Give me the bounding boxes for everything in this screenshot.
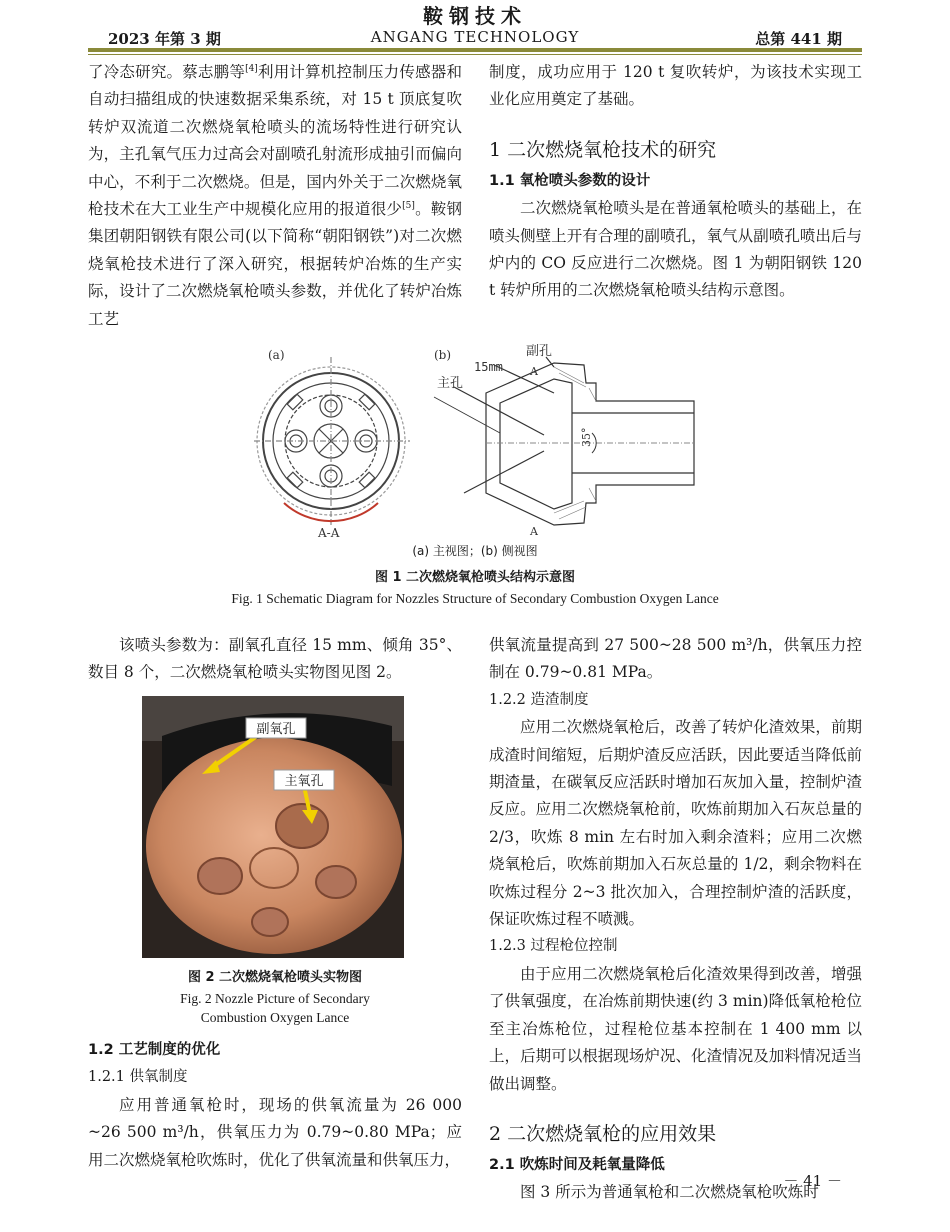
fig2-sub-hole-label: 副氧孔 (256, 722, 296, 737)
figure-2-caption-en: Fig. 2 Nozzle Picture of Secondary Combustion Oxygen Lance (180, 991, 370, 1025)
figure-1-subcaption: (a) 主视图；(b) 侧视图 (412, 544, 538, 558)
figure-1-caption-cn: 图 1 二次燃烧氧枪喷头结构示意图 (374, 570, 576, 585)
right-column-top (489, 59, 862, 305)
paragraph: 图 3 所示为普通氧枪和二次燃烧氧枪吹炼时 (520, 1183, 819, 1202)
journal-english-name: ANGANG TECHNOLOGY (370, 28, 580, 46)
subsection-heading-1-2: 1.2 工艺制度的优化 (88, 1042, 221, 1058)
page-number: － 41 － (783, 1172, 842, 1190)
left-column-top (88, 59, 462, 333)
header-rule (88, 48, 862, 52)
fig1-label-b: (b) (434, 348, 452, 362)
subsection-heading-1-1: 1.1 氧枪喷头参数的设计 (489, 172, 651, 189)
paragraph: 该喷头参数为：副氧孔直径 15 mm、倾角 35°、数目 8 个，二次燃烧氧枪喷头实物图见图 2。 (88, 636, 462, 682)
figure-2-caption-cn: 图 2 二次燃烧氧枪喷头实物图 (187, 970, 363, 985)
paragraph: 二次燃烧氧枪喷头是在普通氧枪喷头的基础上，在喷头侧壁上开有合理的副喷孔，氧气从副喷孔喷出后与炉内的 CO 反应进行二次燃烧。图 1 为朝阳钢铁 120 t 转炉所用的二次燃烧氧枪喷头结构示意图。 (489, 199, 862, 300)
subsubsection-heading-1-2-1: 1.2.1 供氧制度 (88, 1069, 188, 1086)
paragraph: 供氧流量提高到 27 500~28 500 m³/h，供氧压力控制在 0.79~0.81 MPa。 (489, 636, 862, 682)
fig1-label-a: (a) (268, 348, 285, 362)
figure-1-caption-en: Fig. 1 Schematic Diagram for Nozzles Structure of Secondary Combustion Oxygen Lance (231, 591, 719, 606)
subsubsection-heading-1-2-3: 1.2.3 过程枪位控制 (489, 938, 618, 955)
fig1-angle-35: 35° (580, 427, 593, 447)
left-column-bottom-2 (88, 1037, 462, 1174)
paragraph: 由于应用二次燃烧氧枪后化渣效果得到改善，增强了供氧强度，在冶炼前期快速(约 3 min)降低氧枪枪位至主冶炼枪位，过程枪位基本控制在 1 400 mm 以上，后期可以根据现场炉况、化渣情况及加料情况适当做出调整。 (489, 964, 862, 1093)
figure-1-diagram (254, 343, 699, 541)
fig1-main-hole-label: 主孔 (437, 376, 464, 391)
fig1-section-mark-bottom: A (530, 525, 538, 538)
subsection-heading-2-1: 2.1 吹炼时间及耗氧量降低 (489, 1156, 665, 1173)
nozzle-photo (142, 696, 404, 958)
fig2-main-hole-label: 主氧孔 (284, 774, 324, 789)
citation-4[interactable]: [4] (245, 63, 258, 74)
fig1-section-label: A-A (318, 526, 340, 540)
fig1-section-mark-top: A (530, 365, 538, 378)
paragraph: 应用二次燃烧氧枪后，改善了转炉化渣效果，前期成渣时间缩短，后期炉渣反应活跃，因此要适当降低前期渣量，在碳氧反应活跃时增加石灰加入量，控制炉渣反应。应用二次燃烧氧枪前，吹炼前期加入石灰总量的 2/3，吹炼 8 min 左右时加入剩余渣料；应用二次燃烧氧枪后，吹炼前期加入石灰总量的 1/2，剩余物料在吹炼过程分 2~3 批次加入，合理控制炉渣的活跃度，保证吹炼过程不喷溅。 (489, 718, 862, 929)
total-issue-number: 总第 441 期 (755, 30, 842, 48)
journal-title: 鞍钢技术 (423, 4, 527, 28)
right-column-bottom (489, 632, 862, 1207)
fig1-sub-hole-label: 副孔 (526, 344, 553, 359)
paragraph: 制度，成功应用于 120 t 复吹转炉，为该技术实现工业化应用奠定了基础。 (489, 63, 862, 109)
nozzle-structure-diagram (254, 343, 699, 541)
section-heading-1: 1 二次燃烧氧枪技术的研究 (489, 138, 717, 161)
citation-5[interactable]: [5] (402, 200, 415, 211)
paragraph: 应用普通氧枪时，现场的供氧流量为 26 000 ~26 500 m³/h，供氧压力为 0.79~0.80 MPa；应用二次燃烧氧枪吹炼时，优化了供氧流量和供氧压力， (88, 1095, 462, 1169)
header-rule-thin (88, 54, 862, 55)
subsubsection-heading-1-2-2: 1.2.2 造渣制度 (489, 691, 589, 708)
paragraph: 了冷态研究。蔡志鹏等[4]利用计算机控制压力传感器和自动扫描组成的快速数据采集系统，对 15 t 顶底复吹转炉双流道二次燃烧氧枪喷头的流场特性进行研究认为，主孔氧气压力过高会对副喷孔射流形成抽引而偏向中心，不利于二次燃烧。但是，国内外关于二次燃烧氧枪技术在大工业生产中规模化应用的报道很少[5]。鞍钢集团朝阳钢铁有限公司(以下简称“朝阳钢铁”)对二次燃烧氧枪技术进行了深入研究，根据转炉冶炼的生产实际，设计了二次燃烧氧枪喷头参数，并优化了转炉冶炼工艺 (88, 63, 462, 328)
issue-number: 2023 年第 3 期 (108, 30, 221, 48)
left-column-bottom (88, 632, 462, 687)
figure-2-photo (142, 696, 404, 958)
section-heading-2: 2 二次燃烧氧枪的应用效果 (489, 1122, 717, 1145)
fig1-dimension-15mm: 15mm (474, 360, 503, 374)
